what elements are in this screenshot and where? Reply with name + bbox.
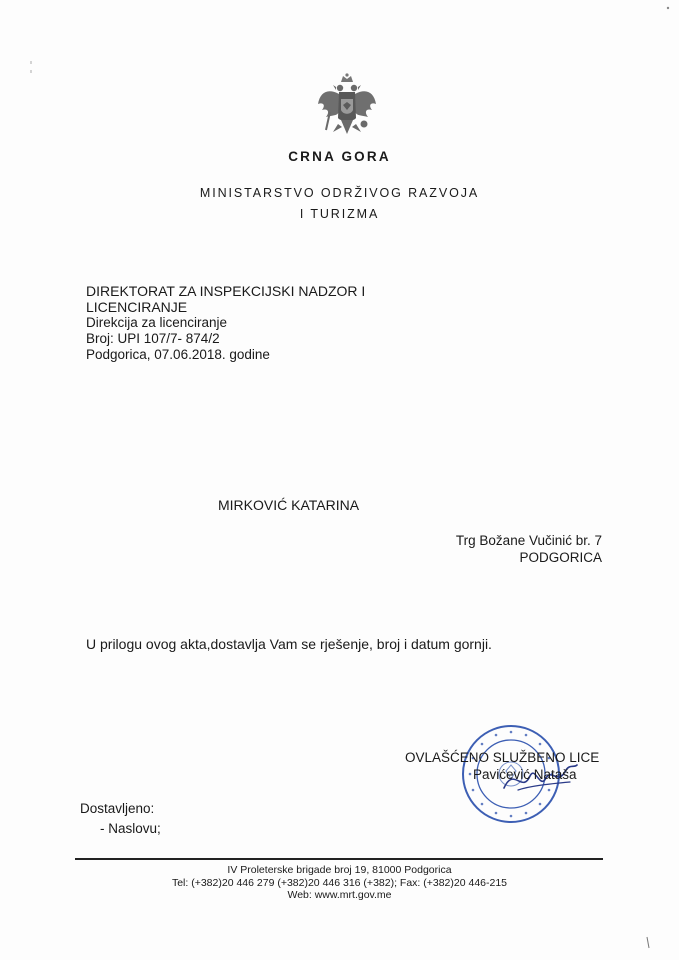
directorate-sub: Direkcija za licenciranje xyxy=(86,315,228,330)
footer-divider xyxy=(75,858,603,860)
coat-of-arms-icon xyxy=(316,72,378,144)
footer-phones: Tel: (+382)20 446 279 (+382)20 446 316 (+382); Fax: (+382)20 446-215 xyxy=(171,876,508,889)
scan-speck-icon xyxy=(664,4,672,12)
distribution-item: - Naslovu; xyxy=(100,821,161,836)
signatory-name: Pavićević Nataša xyxy=(473,767,577,782)
directorate-line2: LICENCIRANJE xyxy=(86,299,188,315)
recipient-city: PODGORICA xyxy=(519,550,602,565)
signatory-block xyxy=(405,749,599,783)
ministry-name-line1: MINISTARSTVO ODRŽIVOG RAZVOJA xyxy=(199,186,480,200)
directorate-line1: DIREKTORAT ZA INSPEKCIJSKI NADZOR I xyxy=(86,283,366,299)
scan-speck-icon xyxy=(28,60,34,74)
footer-address: IV Proleterske brigade broj 19, 81000 Podgorica xyxy=(227,864,452,876)
place-date: Podgorica, 07.06.2018. godine xyxy=(86,347,270,362)
country-name: CRNA GORA xyxy=(288,149,391,164)
sender-block xyxy=(86,283,365,363)
ministry-name xyxy=(0,183,679,225)
footer-web: Web: www.mrt.gov.me xyxy=(287,889,392,901)
distribution-block xyxy=(80,799,161,839)
signatory-title: OVLAŠĆENO SLUŽBENO LICE xyxy=(405,750,600,765)
recipient-name: MIRKOVIĆ KATARINA xyxy=(218,497,360,513)
reference-number: Broj: UPI 107/7- 874/2 xyxy=(86,331,220,346)
scan-speck-icon xyxy=(644,936,652,950)
recipient-street: Trg Božane Vučinić br. 7 xyxy=(455,533,602,548)
recipient-address xyxy=(456,532,602,566)
body-message: U prilogu ovog akta,dostavlja Vam se rješenje, broj i datum gornji. xyxy=(86,636,492,652)
ministry-name-line2: I TURIZMA xyxy=(299,207,380,221)
distribution-label: Dostavljeno: xyxy=(80,801,155,816)
footer xyxy=(0,864,679,902)
